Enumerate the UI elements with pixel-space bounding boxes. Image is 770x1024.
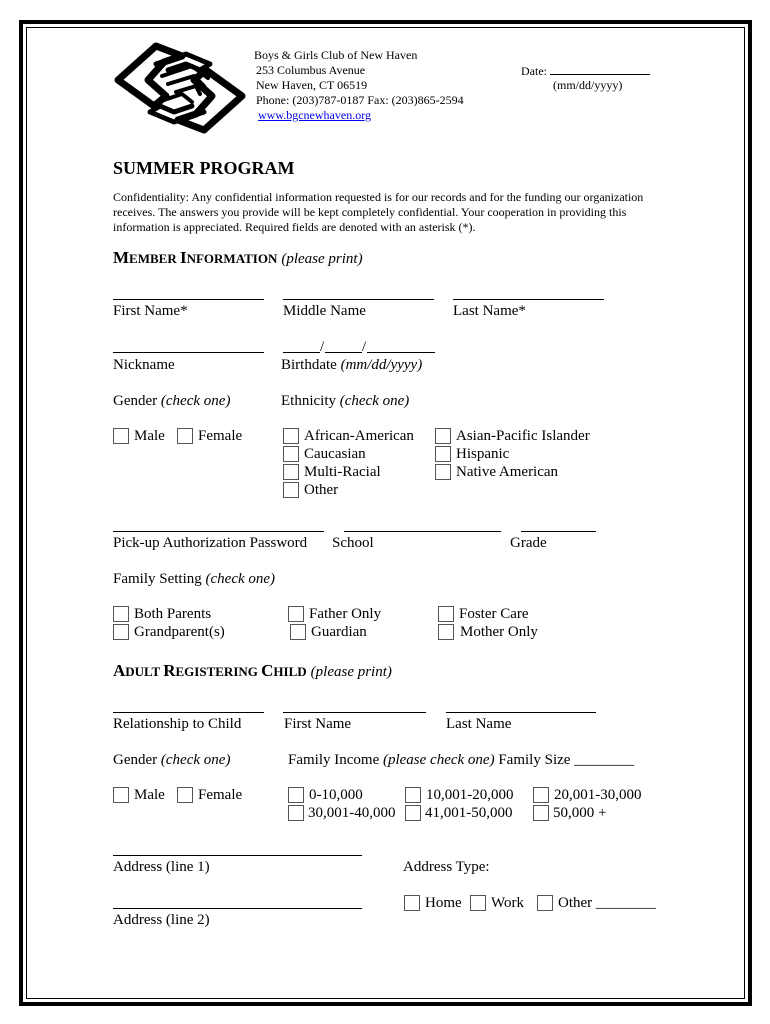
family-grandparents-label: Grandparent(s) xyxy=(134,624,225,640)
income-41001-50000-label: 41,001-50,000 xyxy=(425,805,513,821)
member-info-heading: MEMBER INFORMATION (please print) xyxy=(113,248,363,267)
relationship-line[interactable] xyxy=(113,712,264,713)
last-name-line[interactable] xyxy=(453,299,604,300)
pickup-password-line[interactable] xyxy=(113,531,324,532)
ethnicity-caucasian-label: Caucasian xyxy=(304,446,366,462)
adult-female-checkbox[interactable] xyxy=(177,787,193,803)
ethnicity-african-american-label: African-American xyxy=(304,428,414,444)
org-website-link[interactable]: www.bgcnewhaven.org xyxy=(258,108,371,122)
ethnicity-multi-racial-label: Multi-Racial xyxy=(304,464,381,480)
family-income-label: Family Income (please check one) Family Size ________ xyxy=(288,752,635,768)
family-father-only-checkbox[interactable] xyxy=(288,606,304,622)
family-size-field[interactable]: Family Size ________ xyxy=(498,752,635,768)
first-name-label: First Name* xyxy=(113,303,188,319)
org-city: New Haven, CT 06519 xyxy=(256,78,368,92)
adult-last-name-label: Last Name xyxy=(446,716,512,732)
adult-registering-heading: ADULT REGISTERING CHILD (please print) xyxy=(113,661,392,680)
ethnicity-caucasian-checkbox[interactable] xyxy=(283,446,299,462)
date-format: (mm/dd/yyyy) xyxy=(553,78,623,92)
gender-label: Gender (check one) xyxy=(113,393,231,409)
income-50000-plus-label: 50,000 + xyxy=(553,805,607,821)
member-male-label: Male xyxy=(134,428,165,444)
address-type-home-label: Home xyxy=(425,895,462,911)
income-10001-20000-checkbox[interactable] xyxy=(405,787,421,803)
address-line-2-field[interactable] xyxy=(113,908,362,909)
middle-name-line[interactable] xyxy=(283,299,434,300)
adult-gender-label: Gender (check one) xyxy=(113,752,231,768)
family-foster-care-label: Foster Care xyxy=(459,606,529,622)
adult-first-name-line[interactable] xyxy=(283,712,426,713)
income-20001-30000-label: 20,001-30,000 xyxy=(554,787,642,803)
adult-female-label: Female xyxy=(198,787,243,803)
adult-last-name-line[interactable] xyxy=(446,712,596,713)
income-10001-20000-label: 10,001-20,000 xyxy=(426,787,514,803)
family-guardian-label: Guardian xyxy=(311,624,367,640)
first-name-line[interactable] xyxy=(113,299,264,300)
birth-day-line[interactable] xyxy=(325,352,362,353)
member-female-checkbox[interactable] xyxy=(177,428,193,444)
school-line[interactable] xyxy=(344,531,501,532)
income-0-10000-checkbox[interactable] xyxy=(288,787,304,803)
family-grandparents-checkbox[interactable] xyxy=(113,624,129,640)
birth-slash-1: / xyxy=(320,339,325,355)
ethnicity-other-checkbox[interactable] xyxy=(283,482,299,498)
address-type-other-label: Other ________ xyxy=(558,895,656,911)
grade-line[interactable] xyxy=(521,531,596,532)
member-female-label: Female xyxy=(198,428,243,444)
address-type-other-checkbox[interactable] xyxy=(537,895,553,911)
income-20001-30000-checkbox[interactable] xyxy=(533,787,549,803)
family-father-only-label: Father Only xyxy=(309,606,382,622)
address-type-label: Address Type: xyxy=(403,859,490,875)
income-50000-plus-checkbox[interactable] xyxy=(533,805,549,821)
family-mother-only-checkbox[interactable] xyxy=(438,624,454,640)
ethnicity-multi-racial-checkbox[interactable] xyxy=(283,464,299,480)
address-type-work-checkbox[interactable] xyxy=(470,895,486,911)
family-mother-only-label: Mother Only xyxy=(460,624,538,640)
last-name-label: Last Name* xyxy=(453,303,526,319)
address-type-work-label: Work xyxy=(491,895,524,911)
family-guardian-checkbox[interactable] xyxy=(290,624,306,640)
adult-male-label: Male xyxy=(134,787,165,803)
date-field-line[interactable] xyxy=(550,64,650,75)
page-title: SUMMER PROGRAM xyxy=(113,158,295,178)
address-line-1-label: Address (line 1) xyxy=(113,859,210,875)
org-street: 253 Columbus Avenue xyxy=(256,63,366,77)
boys-girls-club-logo xyxy=(112,40,248,136)
confidentiality-text: Confidentiality: Any confidential information requested is for our records and for the funding our organization receives. The answers you provide will be kept completely confidential. Your cooperation in providing this information is appreciated. Required fields are denoted with an asterisk (*). xyxy=(113,190,644,234)
adult-male-checkbox[interactable] xyxy=(113,787,129,803)
ethnicity-native-american-label: Native American xyxy=(456,464,559,480)
family-setting-label: Family Setting (check one) xyxy=(113,571,276,587)
adult-first-name-label: First Name xyxy=(284,716,352,732)
ethnicity-other-label: Other xyxy=(304,482,339,498)
org-phone: Phone: (203)787-0187 Fax: (203)865-2594 xyxy=(256,93,464,107)
nickname-label: Nickname xyxy=(113,357,175,373)
nickname-line[interactable] xyxy=(113,352,264,353)
ethnicity-label: Ethnicity (check one) xyxy=(281,393,410,409)
family-foster-care-checkbox[interactable] xyxy=(438,606,454,622)
pickup-password-label: Pick-up Authorization Password xyxy=(113,535,308,551)
school-label: School xyxy=(332,535,374,551)
org-name: Boys & Girls Club of New Haven xyxy=(254,48,418,62)
ethnicity-hispanic-checkbox[interactable] xyxy=(435,446,451,462)
income-41001-50000-checkbox[interactable] xyxy=(405,805,421,821)
address-type-home-checkbox[interactable] xyxy=(404,895,420,911)
birth-year-line[interactable] xyxy=(367,352,435,353)
ethnicity-african-american-checkbox[interactable] xyxy=(283,428,299,444)
middle-name-label: Middle Name xyxy=(283,303,366,319)
ethnicity-native-american-checkbox[interactable] xyxy=(435,464,451,480)
birth-slash-2: / xyxy=(362,339,367,355)
ethnicity-hispanic-label: Hispanic xyxy=(456,446,510,462)
address-line-2-label: Address (line 2) xyxy=(113,912,210,928)
income-0-10000-label: 0-10,000 xyxy=(309,787,363,803)
grade-label: Grade xyxy=(510,535,547,551)
address-line-1-field[interactable] xyxy=(113,855,362,856)
family-both-parents-label: Both Parents xyxy=(134,606,212,622)
income-30001-40000-label: 30,001-40,000 xyxy=(308,805,396,821)
family-both-parents-checkbox[interactable] xyxy=(113,606,129,622)
member-male-checkbox[interactable] xyxy=(113,428,129,444)
date-label: Date: xyxy=(521,64,650,77)
income-30001-40000-checkbox[interactable] xyxy=(288,805,304,821)
ethnicity-asian-pacific-label: Asian-Pacific Islander xyxy=(456,428,590,444)
relationship-label: Relationship to Child xyxy=(113,716,242,732)
birth-month-line[interactable] xyxy=(283,352,320,353)
birthdate-label: Birthdate (mm/dd/yyyy) xyxy=(281,357,423,373)
ethnicity-asian-pacific-checkbox[interactable] xyxy=(435,428,451,444)
